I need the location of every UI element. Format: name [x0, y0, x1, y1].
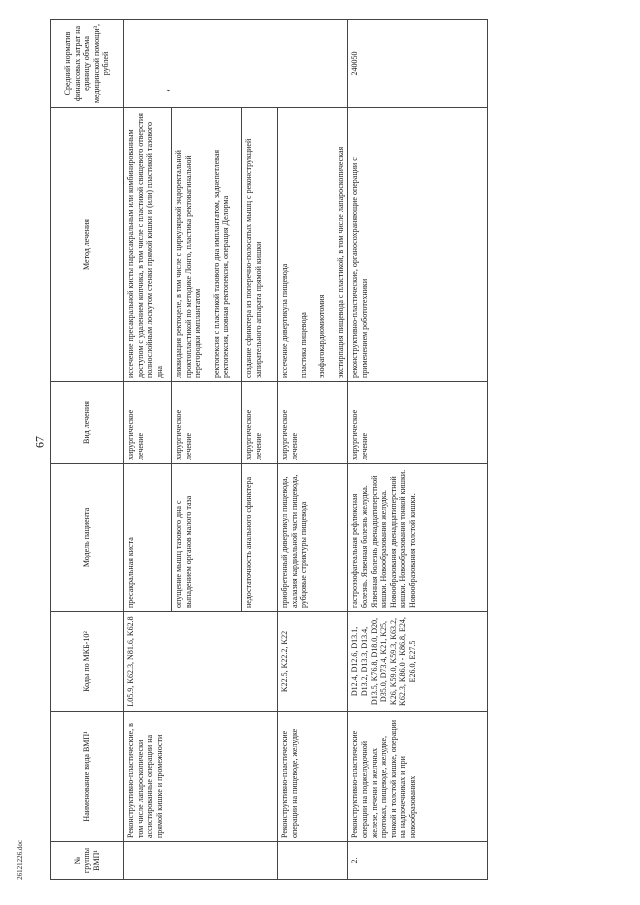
- cell-patient-model: недостаточность анального сфинктера: [242, 464, 278, 612]
- cell-treatment-type: хирургическое лечение: [124, 382, 172, 464]
- table-row: [124, 20, 172, 880]
- method-item: экстирпация пищевода с пластикой, в том числе лапароскопическая: [335, 146, 345, 378]
- method-item: эзофагокардиомиотомия: [317, 294, 327, 378]
- method-item: реконструктивно-пластические, органосохраняющие операции с применением робототехники: [350, 157, 369, 378]
- cell-treatment-method: [242, 108, 278, 382]
- cell-mkb-codes: D12.4, D12.6, D13.1, D13.2, D13.3, D13.4, D13.5, K76.8, D18.0, D20, D35.0, D73.4, K21, K25, K26, K59.0, K59.3, K63.2, K62.3, K86.0 - K86.8, E24, E26.0, E27.5: [348, 612, 488, 712]
- table-row: [348, 20, 488, 880]
- method-item: пластика пищевода: [298, 312, 308, 378]
- cell-treatment-type: хирургическое лечение: [172, 382, 242, 464]
- cell-treatment-type: хирургическое лечение: [278, 382, 348, 464]
- cell-vmp-name: Реконструктивно-пластические операции на поджелудочной железе, печени и желчных протоках, пищеводе, желудке, тонкой и толстой кишке, операции на надпочечниках и при новообразованиях: [348, 712, 488, 842]
- page-number: 67: [32, 436, 47, 448]
- vmp-table: [50, 19, 488, 880]
- header-avg-cost: Средний норматив финансовых затрат на единицу объема медицинской помощи³, рублей: [51, 20, 124, 108]
- cell-vmp-name: Реконструктивно-пластические, в том числе лапароскопически ассистированные операции на прямой кишке и промежности: [124, 712, 278, 842]
- cell-patient-model: пресакральная киста: [124, 464, 172, 612]
- cell-group-no: 2.: [348, 842, 488, 880]
- cell-patient-model: опущение мышц тазового дна с выпадением органов малого таза: [172, 464, 242, 612]
- header-group-no: № группы ВМП¹: [51, 842, 124, 880]
- method-item: создание сфинктера из поперечно-полосатых мышц с реконструкцией запирательного аппарата прямой кишки: [244, 138, 263, 378]
- header-vmp-name: Наименование вида ВМП¹: [51, 712, 124, 842]
- stray-mark: ʻ: [166, 88, 178, 93]
- cell-avg-cost: [124, 20, 348, 108]
- header-treatment-method: Метод лечения: [51, 108, 124, 382]
- table-header-row: [51, 20, 124, 880]
- cell-patient-model: гастроэзофагеальная рефлюксная болезнь. Язвенная болезнь желудка. Язвенная болезнь двенадцатиперстной кишки. Новообразования желудка. Новообразования двенадцатиперстной кишки. Новообразования тонкой кишки. Новообразования толстой кишки.: [348, 464, 488, 612]
- method-item: иссечение дивертикула пищевода: [280, 263, 289, 378]
- rotated-page-content: [50, 20, 630, 880]
- cell-treatment-method: [278, 108, 348, 382]
- cell-patient-model: приобретенный дивертикул пищевода, ахалазия кардиальной части пищевода, рубцовые стриктуры пищевода: [278, 464, 348, 612]
- header-treatment-type: Вид лечения: [51, 382, 124, 464]
- method-item: ликвидация ректоцеле, в том числе с циркулярной эндоректальной проктопластикой по методике Лонго, пластика ректовагинальной перегородки имплантатом: [174, 150, 203, 378]
- cell-mkb-codes: L05.9, K62.3, N81.6, K62.8: [124, 612, 278, 712]
- footer-filename: 26121226.doc: [16, 840, 24, 880]
- method-item: иссечение пресакральной кисты парасакральным или комбинированным доступом с удалением копчика, в том числе с пластикой свищевого отверстия полнослойным лоскутом стенки прямой кишки и (или) пластикой тазового дна: [126, 113, 164, 378]
- cell-treatment-method: [172, 108, 242, 382]
- cell-mkb-codes: K22.5, K22.2, K22: [278, 612, 348, 712]
- cell-treatment-method: [124, 108, 172, 382]
- cell-avg-cost-value: 240050: [348, 20, 488, 108]
- header-mkb-codes: Коды по МКБ-10²: [51, 612, 124, 712]
- table-row: [278, 20, 348, 880]
- cell-vmp-name: Реконструктивно-пластические операции на пищеводе, желудке: [278, 712, 348, 842]
- cell-treatment-type: хирургическое лечение: [348, 382, 488, 464]
- method-item: ректопексия с пластикой тазового дна имплантатом, заднепетлевая ректопексия, шовная ректопексия, операция Делорма: [211, 149, 231, 378]
- cell-group-no: [124, 842, 278, 880]
- cell-treatment-method: [348, 108, 488, 382]
- cell-treatment-type: хирургическое лечение: [242, 382, 278, 464]
- cell-group-no: [278, 842, 348, 880]
- header-patient-model: Модель пациента: [51, 464, 124, 612]
